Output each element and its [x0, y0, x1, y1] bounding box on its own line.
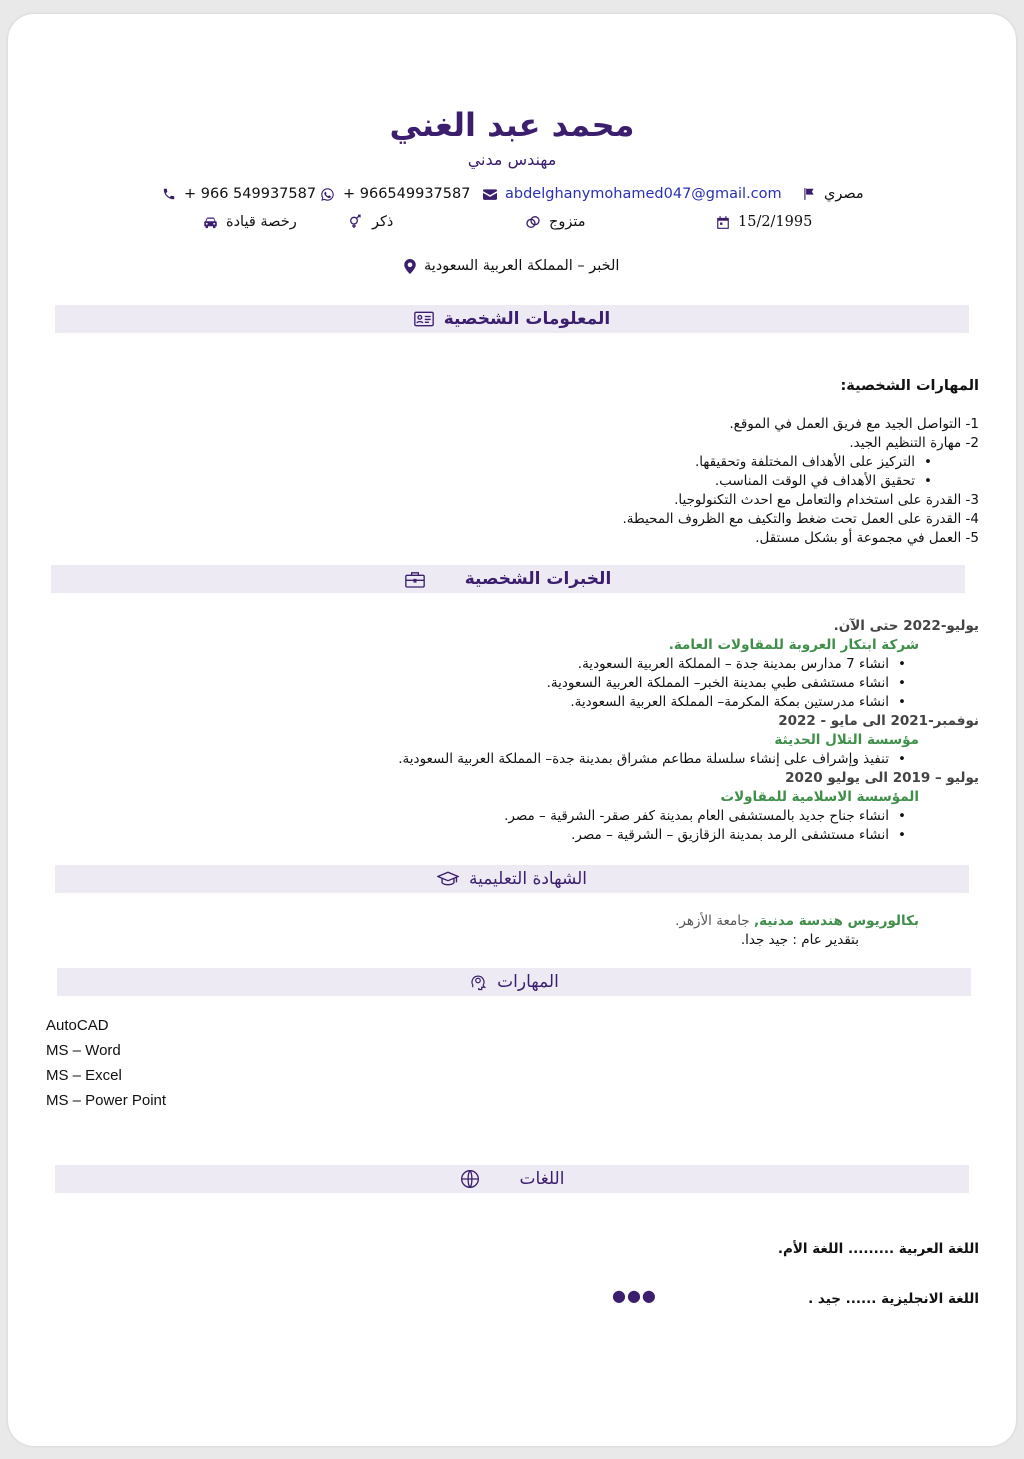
education-details — [419, 912, 919, 950]
globe-icon — [460, 1169, 480, 1189]
university: جامعة الأزهر. — [675, 913, 750, 929]
job-task: • انشاء 7 مدارس بمدينة جدة – المملكة العربية السعودية. — [279, 655, 979, 674]
experience-list — [279, 617, 979, 845]
nationality: مصري — [824, 186, 864, 202]
list-item: 4- القدرة على العمل تحت ضغط والتكيف مع الظروف المحيطة. — [622, 511, 979, 527]
language-arabic: اللغة العربية ......... اللغة الأم. — [777, 1241, 979, 1257]
id-card-icon — [414, 311, 434, 327]
language-english: اللغة الانجليزية ...... جيد . — [808, 1291, 979, 1307]
job-period: يوليو – 2019 الى يوليو 2020 — [785, 770, 979, 786]
job-title: مهندس مدني — [467, 150, 557, 169]
marital-info — [525, 214, 586, 230]
grade: بتقدير عام : جيد جدا. — [740, 932, 859, 948]
nationality-info — [802, 186, 864, 202]
section-title: الشهادة التعليمية — [468, 869, 588, 889]
section-title: الخبرات الشخصية — [464, 569, 612, 589]
location: الخبر – المملكة العربية السعودية — [424, 258, 620, 274]
gender: ذكر — [372, 214, 394, 230]
company-name: شركة ابتكار العروبة للمقاولات العامة. — [668, 637, 919, 653]
company-name: مؤسسة التلال الحديثة — [774, 732, 919, 748]
job-task: • انشاء مستشفى الرمد بمدينة الزقازيق – الشرقية – مصر. — [279, 826, 979, 845]
degree-line — [419, 912, 919, 931]
list-item: MS – Word — [46, 1042, 121, 1059]
location-info — [404, 258, 619, 274]
whatsapp-number: + 966549937587 — [343, 186, 471, 202]
company-name: المؤسسة الاسلامية للمقاولات — [720, 789, 919, 805]
list-item: AutoCAD — [46, 1017, 109, 1034]
email-link[interactable]: abdelghanymohamed047@gmail.com — [505, 186, 782, 202]
birthdate: 15/2/1995 — [738, 214, 813, 230]
whatsapp-icon — [320, 187, 335, 202]
list-item: 5- العمل في مجموعة أو بشكل مستقل. — [755, 530, 979, 546]
calendar-icon — [716, 215, 730, 230]
driving-license: رخصة قيادة — [226, 214, 297, 230]
car-icon — [203, 216, 218, 229]
rings-icon — [525, 214, 541, 230]
job-task: • تنفيذ وإشراف على إنشاء سلسلة مطاعم مشراق بمدينة جدة– المملكة العربية السعودية. — [279, 750, 979, 769]
section-personal-info — [55, 305, 969, 333]
section-education — [55, 865, 969, 893]
phone-number: + 966 549937587 — [184, 186, 317, 202]
candidate-name: محمد عبد الغني — [389, 106, 635, 144]
brain-head-icon — [469, 973, 487, 991]
phone-icon — [162, 187, 176, 201]
list-item: MS – Power Point — [46, 1092, 167, 1109]
list-item: 1- التواصل الجيد مع فريق العمل في الموقع. — [729, 416, 979, 432]
section-title: المهارات — [497, 972, 559, 992]
personal-skills-heading: المهارات الشخصية: — [840, 378, 979, 394]
gender-info — [348, 214, 393, 230]
list-item: MS – Excel — [46, 1067, 122, 1084]
degree: بكالوريوس هندسة مدنية, — [753, 913, 919, 929]
envelope-icon — [483, 188, 497, 200]
job-task: • انشاء جناح جديد بالمستشفى العام بمدينة كفر صقر- الشرقية – مصر. — [279, 807, 979, 826]
section-title: المعلومات الشخصية — [443, 309, 611, 329]
job-period: نوفمبر-2021 الى مايو - 2022 — [778, 713, 979, 729]
map-pin-icon — [404, 259, 416, 274]
software-skills-list — [46, 1013, 166, 1113]
license-info — [203, 214, 297, 230]
list-item: • التركيز على الأهداف المختلفة وتحقيقها. — [379, 453, 979, 472]
section-experience — [51, 565, 965, 593]
graduation-cap-icon — [437, 871, 459, 887]
section-skills — [57, 968, 971, 996]
list-item: 3- القدرة على استخدام والتعامل مع احدث التكنولوجيا. — [674, 492, 979, 508]
job-period: يوليو-2022 حتى الآن. — [833, 618, 979, 634]
phone-info — [162, 186, 316, 202]
list-item: 2- مهارة التنظيم الجيد. — [849, 435, 979, 451]
personal-skills-list — [379, 415, 979, 548]
gender-icon — [348, 214, 364, 230]
section-languages — [55, 1165, 969, 1193]
email-info[interactable] — [483, 186, 782, 202]
flag-icon — [802, 187, 816, 201]
marital-status: متزوج — [549, 214, 586, 230]
whatsapp-info — [320, 186, 470, 202]
job-task: • انشاء مدرستين بمكة المكرمة– المملكة العربية السعودية. — [279, 693, 979, 712]
english-level-dots: ●●● — [612, 1286, 657, 1305]
birthdate-info — [716, 214, 812, 230]
briefcase-icon — [405, 571, 425, 588]
section-title: اللغات — [519, 1169, 565, 1189]
job-task: • انشاء مستشفى طبي بمدينة الخبر– المملكة العربية السعودية. — [279, 674, 979, 693]
list-item: • تحقيق الأهداف في الوقت المناسب. — [379, 472, 979, 491]
